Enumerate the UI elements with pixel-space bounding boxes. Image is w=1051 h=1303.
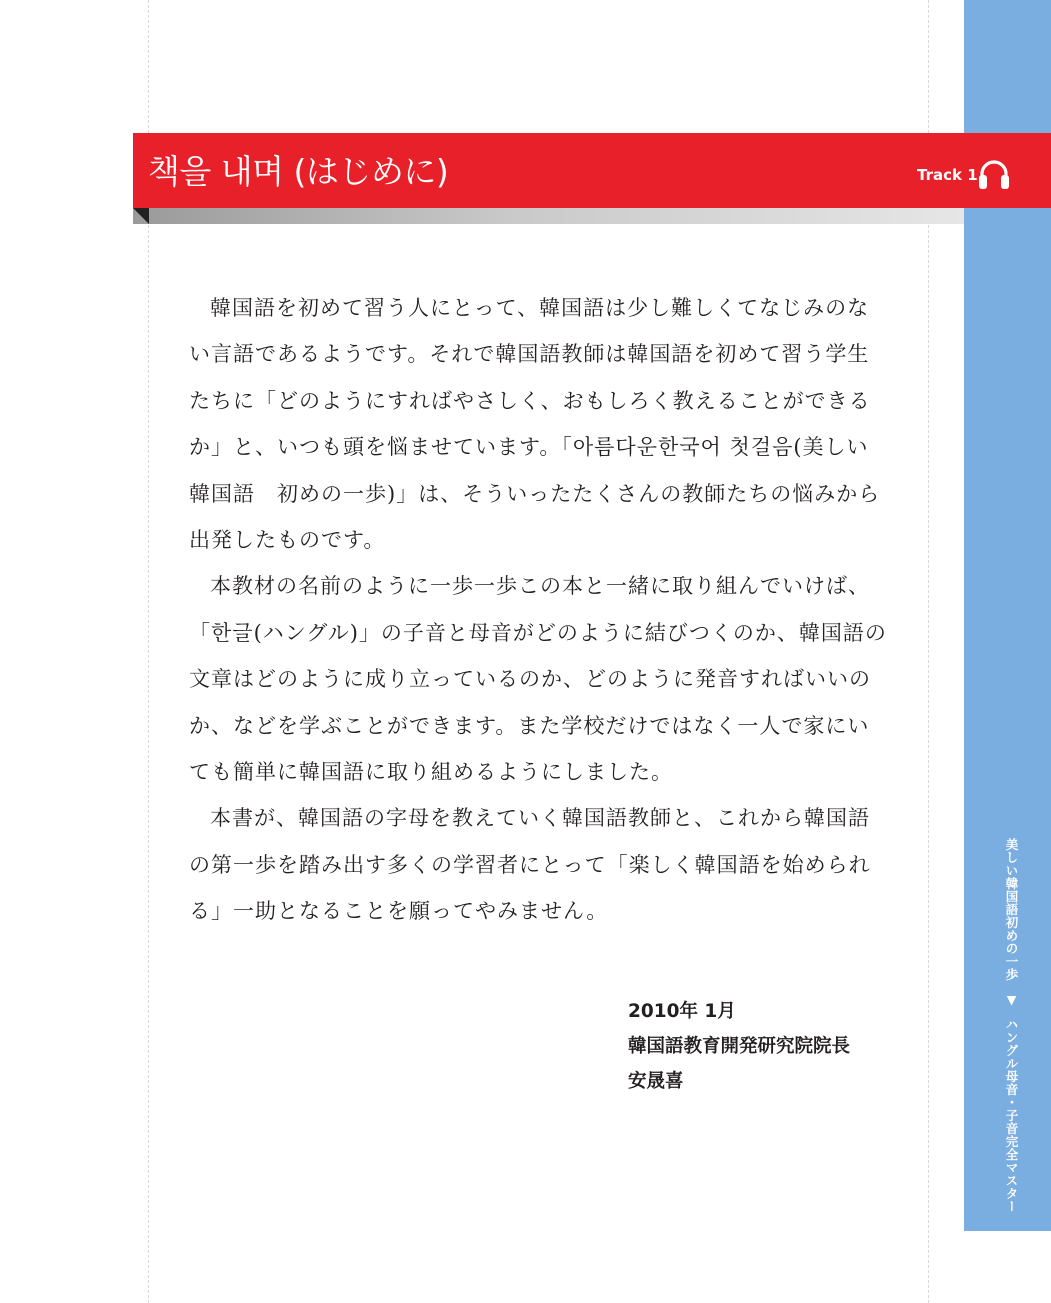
signature-name: 安晟喜 [628,1071,684,1092]
side-tab-label-part2: ハングル母音・子音完全マスター [1004,1018,1019,1214]
preface-body [189,285,889,935]
title-bar-fold [133,208,149,224]
signature-affiliation: 韓国語教育開発研究院院長 [628,1036,851,1057]
track-label: Track 1 [917,166,978,184]
headphone-icon[interactable] [977,158,1011,190]
signature-block [628,994,850,1099]
title-bar-shadow [133,208,964,224]
preface-paragraph-1: 韓国語を初めて習う人にとって、韓国語は少し難しくてなじみのない言語であるようです。それで韓国語教師は韓国語を初めて習う学生たちに「どのようにすればやさしく、おもしろく教えることができるか」と、いつも頭を悩ませています。「아름다운한국어 첫걸음(美しい韓国語 初めの一歩)」は、そういったたくさんの教師たちの悩みから出発したものです。 [189,296,881,553]
side-tab-label [996,838,1020,1214]
page-title: 책을 내며 (はじめに) [148,152,449,191]
signature-date: 2010年 1月 [628,1001,736,1022]
preface-paragraph-2: 本教材の名前のように一歩一歩この本と一緒に取り組んでいけば、「한글(ハングル)」の子音と母音がどのように結びつくのか、韓国語の文章はどのように成り立っているのか、どのように発音すればいいのか、などを学ぶことができます。また学校だけではなく一人で家にいても簡単に韓国語に取り組めるようにしました。 [189,574,887,785]
preface-paragraph-3: 本書が、韓国語の字母を教えていく韓国語教師と、これから韓国語の第一歩を踏み出す多くの学習者にとって「楽しく韓国語を始められる」一助となることを願ってやみません。 [189,806,871,924]
side-tab-label-part1: 美しい韓国語初めの一歩 [1004,838,1019,981]
triangle-down-icon: ▼ [1004,991,1019,1008]
